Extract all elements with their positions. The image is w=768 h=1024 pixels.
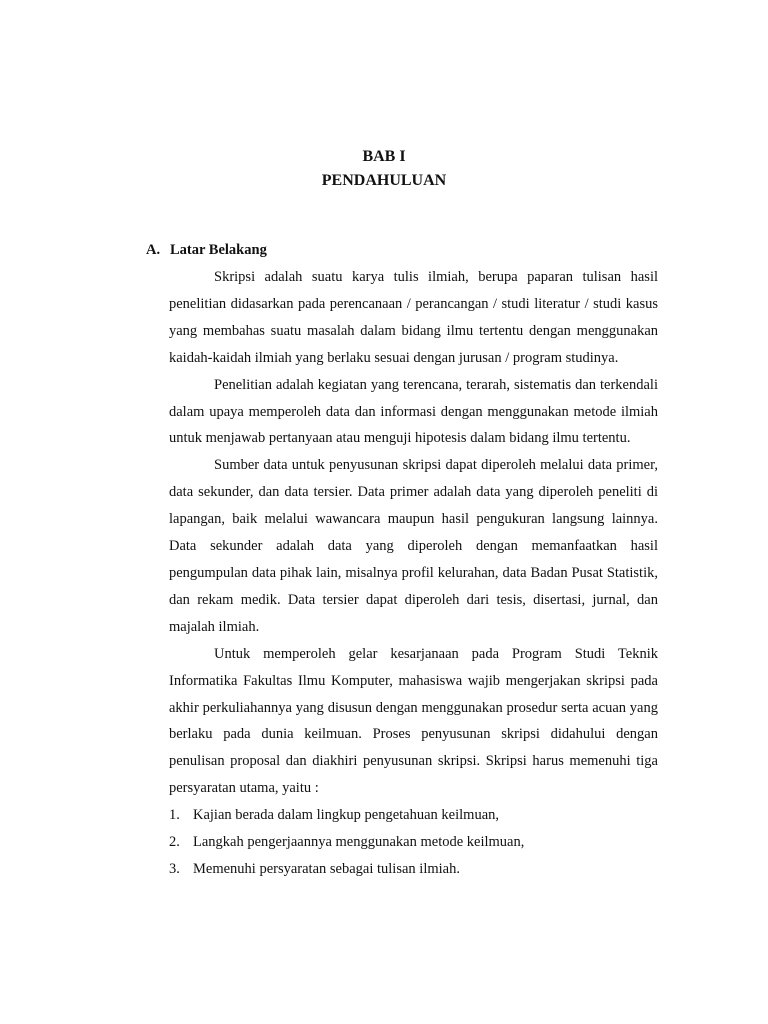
- body-text: [169, 264, 658, 883]
- section-letter: A.: [146, 242, 161, 258]
- list-number: 3.: [169, 860, 180, 877]
- list-number: 2.: [169, 834, 180, 851]
- list-item: [169, 856, 658, 883]
- requirements-list: [169, 802, 658, 883]
- section-heading: [146, 238, 267, 262]
- chapter-number: BAB I: [362, 148, 406, 165]
- list-item: [169, 829, 658, 856]
- paragraph: Untuk memperoleh gelar kesarjanaan pada Program Studi Teknik Informatika Fakultas Ilmu Komputer, mahasiswa wajib mengerjakan skripsi pada akhir perkuliahannya yang disusun dengan menggunakan prosedur serta acuan yang berlaku pada dunia keilmuan. Proses penyusunan skripsi didahului dengan penulisan proposal dan diakhiri penyusunan skripsi. Skripsi harus memenuhi tiga persyaratan utama, yaitu :: [169, 645, 658, 797]
- list-item: [169, 802, 658, 829]
- list-text: Memenuhi persyaratan sebagai tulisan ilmiah.: [193, 860, 460, 877]
- list-number: 1.: [169, 807, 180, 824]
- paragraph: Sumber data untuk penyusunan skripsi dapat diperoleh melalui data primer, data sekunder, dan data tersier. Data primer adalah data yang diperoleh peneliti di lapangan, baik melalui wawancara maupun hasil pengukuran langsung lainnya. Data sekunder adalah data yang diperoleh dengan memanfaatkan hasil pengumpulan data pihak lain, misalnya profil kelurahan, data Badan Pusat Statistik, dan rekam medik. Data tersier dapat diperoleh dari tesis, disertasi, jurnal, dan majalah ilmiah.: [169, 457, 658, 635]
- list-text: Langkah pengerjaannya menggunakan metode keilmuan,: [193, 834, 525, 851]
- chapter-title: PENDAHULUAN: [321, 172, 447, 189]
- section-title: Latar Belakang: [170, 242, 267, 258]
- list-text: Kajian berada dalam lingkup pengetahuan keilmuan,: [193, 807, 500, 824]
- paragraph: Penelitian adalah kegiatan yang terencana, terarah, sistematis dan terkendali dalam upaya memperoleh data dan informasi dengan menggunakan metode ilmiah untuk menjawab pertanyaan atau menguji hipotesis dalam bidang ilmu tertentu.: [169, 376, 658, 447]
- paragraph: Skripsi adalah suatu karya tulis ilmiah, berupa paparan tulisan hasil penelitian didasarkan pada perencanaan / perancangan / studi literatur / studi kasus yang membahas suatu masalah dalam bidang ilmu tertentu dengan menggunakan kaidah-kaidah ilmiah yang berlaku sesuai dengan jurusan / program studinya.: [169, 269, 658, 366]
